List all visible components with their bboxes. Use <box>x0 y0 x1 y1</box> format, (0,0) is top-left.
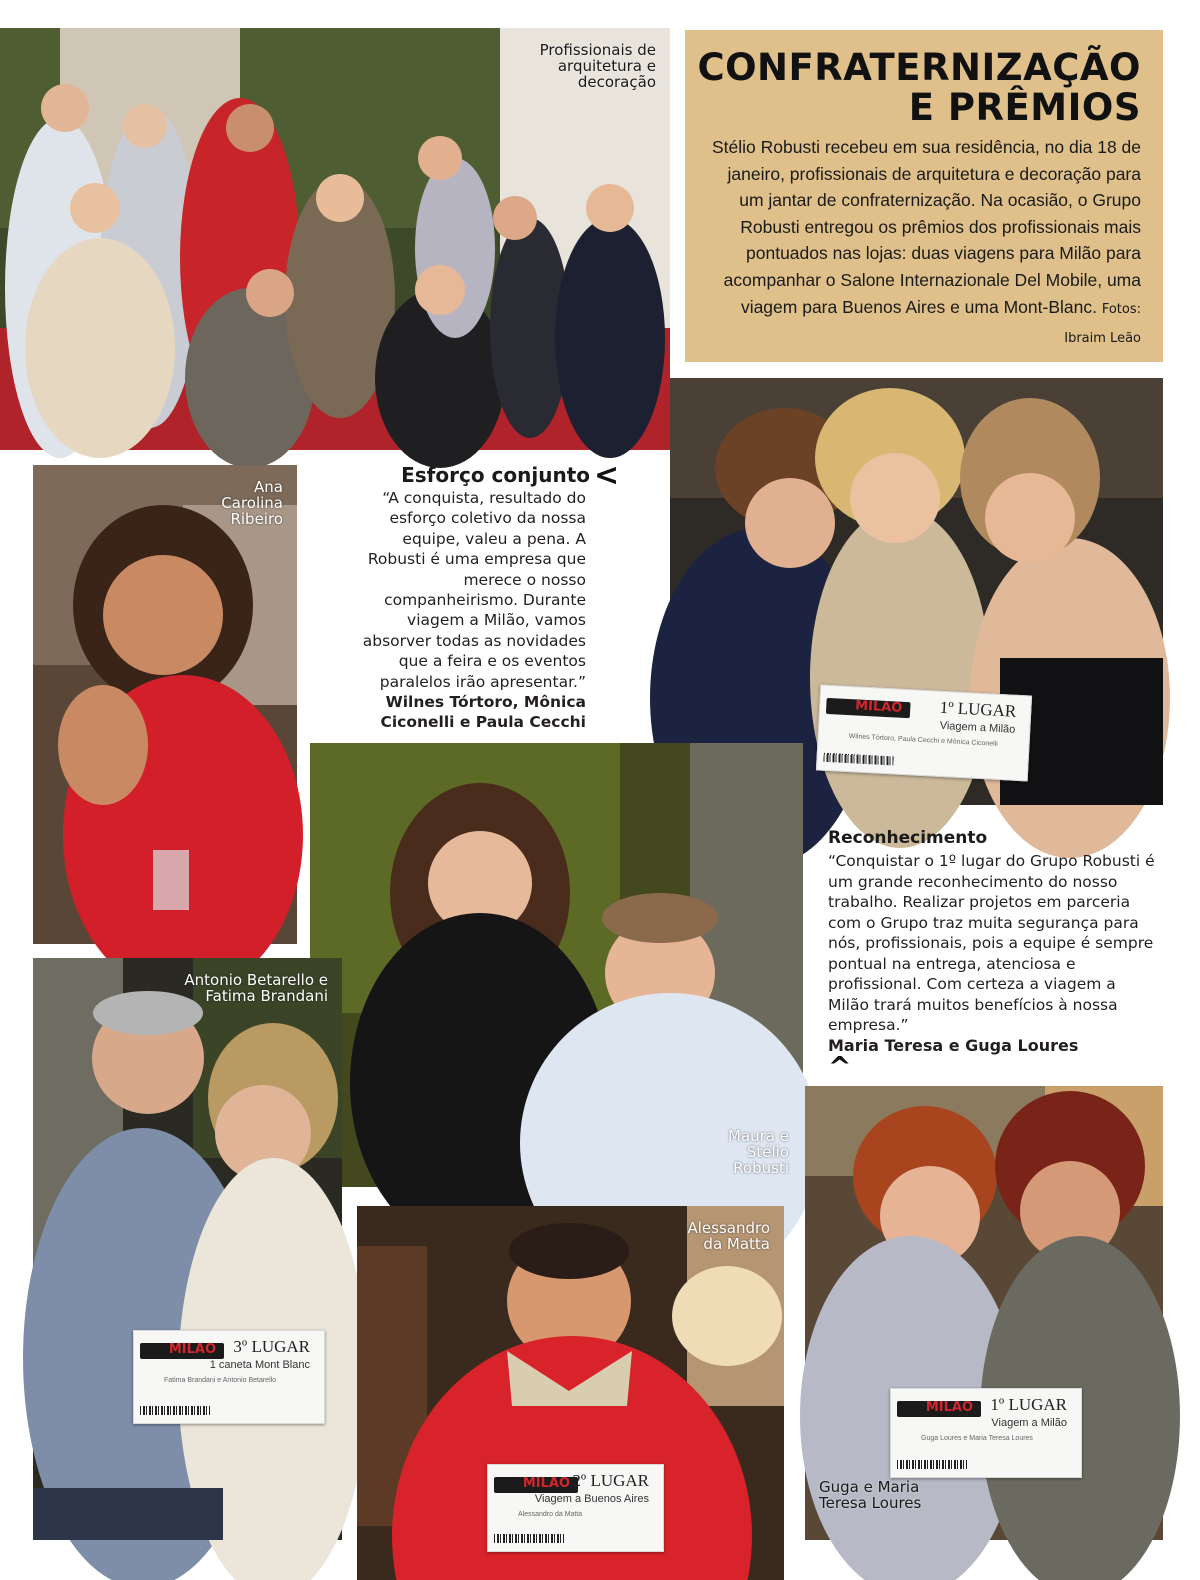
ticket-place: 3º LUGAR <box>233 1337 310 1356</box>
quote2-text: “Conquistar o 1º lugar do Grupo Robusti é um grande reconhecimento do nosso trabalho. Realizar projetos em parceria com o Grupo traz muita segurança para nós, profissionais, pois a equipe é sempre pontual na entrega, atenciosa e profissional. Com certeza a viagem a Milão trará muitos benefícios à nossa empresa.” <box>828 852 1155 1034</box>
quote1-body <box>360 488 586 733</box>
quote2-title: Reconhecimento <box>828 828 988 848</box>
intro-paragraph <box>701 134 1141 353</box>
logo-text: MILAO <box>854 698 903 716</box>
barcode-icon <box>494 1534 564 1543</box>
photo-ana-image <box>33 465 297 944</box>
photo-alessandro <box>357 1206 784 1580</box>
intro-text: Stélio Robusti recebeu em sua residência, no dia 18 de janeiro, profissionais de arquitetura e decoração para um jantar de confraternização. Na ocasião, o Grupo Robusti entregou os prêmios dos profissionais mais pontuados nas lojas: duas viagens para Milão para acompanhar o Salone Internazionale Del Mobile, uma viagem para Buenos Aires e uma Mont-Blanc. <box>711 137 1141 317</box>
ticket-prize: Viagem a Buenos Aires <box>534 1493 649 1505</box>
photo-guga-maria-teresa <box>805 1086 1163 1540</box>
barcode-icon <box>897 1460 967 1469</box>
ticket-1-lugar-guga <box>890 1388 1082 1478</box>
ticket-prize: 1 caneta Mont Blanc <box>209 1359 310 1371</box>
photo-maura-image <box>310 743 803 1187</box>
photo-antonio-fatima <box>33 958 342 1540</box>
photo-antonio-image <box>33 958 342 1540</box>
quote1-arrow-icon: < <box>594 458 620 493</box>
group-photo-image <box>0 28 670 450</box>
logo-text: MILAO <box>168 1342 216 1357</box>
caption-antonio: Antonio Betarello e Fatima Brandani <box>184 971 328 1005</box>
ticket-names: Alessandro da Matta <box>518 1511 583 1518</box>
ticket-1-lugar-wilnes <box>816 685 1032 782</box>
barcode-icon <box>823 753 893 766</box>
quote2-author: Maria Teresa e Guga Loures <box>828 1035 1079 1055</box>
caption-group: Profissionais de arquitetura e decoração <box>539 41 656 91</box>
group-photo <box>0 28 670 450</box>
milao-logo <box>494 1477 578 1493</box>
ticket-names: Fatima Brandani e Antonio Betarello <box>164 1377 277 1384</box>
ticket-names: Wilnes Tórtoro, Paula Cecchi e Mônica Ciconelli <box>848 733 998 748</box>
logo-text: MILAO <box>925 1400 973 1415</box>
ticket-place: 1º LUGAR <box>939 697 1017 721</box>
ticket-2-lugar-alessandro <box>487 1464 664 1552</box>
caption-guga: Guga e Maria Teresa Loures <box>819 1478 922 1512</box>
photo-wilnes-monica-paula <box>670 378 1163 805</box>
barcode-icon <box>140 1406 210 1415</box>
ticket-place: 1º LUGAR <box>990 1395 1067 1414</box>
caption-ana: Ana Carolina Ribeiro <box>221 478 283 528</box>
photo-credit: Fotos: Ibraim Leão <box>1064 301 1141 347</box>
headline <box>697 48 1141 128</box>
logo-text: MILAO <box>522 1476 570 1491</box>
ticket-3-lugar-antonio <box>133 1330 325 1424</box>
photo-maura-stelio <box>310 743 803 1187</box>
milao-logo <box>140 1343 224 1359</box>
caption-alessandro: Alessandro da Matta <box>687 1219 770 1253</box>
caption-maura: Maura e Stélio Robusti <box>728 1127 789 1177</box>
photo-ana-carolina <box>33 465 297 944</box>
ticket-names: Guga Loures e Maria Teresa Loures <box>921 1435 1033 1442</box>
headline-box <box>685 30 1163 362</box>
quote1-author: Wilnes Tórtoro, Mônica Ciconelli e Paula Cecchi <box>380 693 586 732</box>
quote1-text: “A conquista, resultado do esforço coletivo da nossa equipe, valeu a pena. A Robusti é uma empresa que merece o nosso companheirismo. Durante viagem a Milão, vamos absorver todas as novidades que a feira e os eventos paralelos irão apresentar.” <box>362 489 586 691</box>
headline-line-2: E PRÊMIOS <box>908 86 1141 129</box>
quote2-body <box>828 851 1158 1056</box>
milao-logo <box>826 698 911 718</box>
ticket-prize: Viagem a Milão <box>991 1417 1067 1429</box>
quote2-arrow-icon: ^ <box>828 1050 852 1083</box>
quote1-title: Esforço conjunto <box>401 463 590 487</box>
milao-logo <box>897 1401 981 1417</box>
headline-line-1: CONFRATERNIZAÇÃO <box>697 46 1141 89</box>
ticket-prize: Viagem a Milão <box>939 719 1016 736</box>
ticket-place: 2º LUGAR <box>572 1471 649 1490</box>
